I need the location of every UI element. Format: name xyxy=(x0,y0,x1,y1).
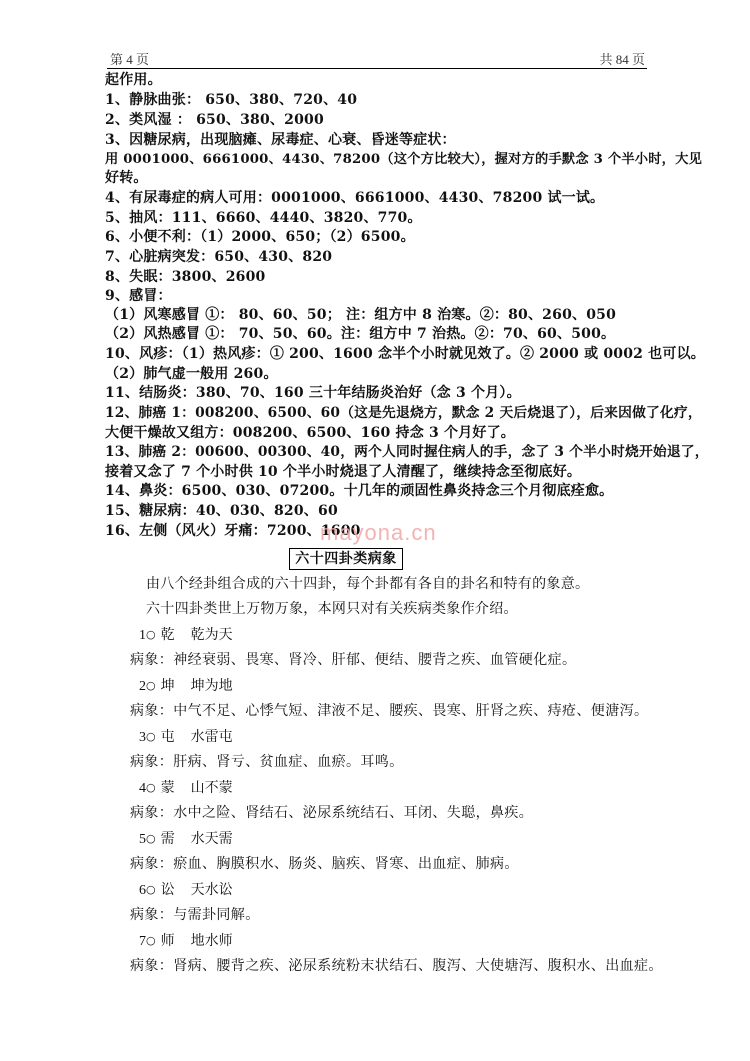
hexagram-name: 讼 xyxy=(160,882,175,898)
hexagram-full-name: 乾为天 xyxy=(190,627,233,643)
hexagram-symptoms: 病象：瘀血、胸膜积水、肠炎、脑疾、肾寒、出血症、肺病。 xyxy=(130,856,519,872)
hexagram-heading xyxy=(139,880,233,901)
hexagram-full-name: 水天需 xyxy=(190,831,233,847)
text-line: 12、肺癌 1：008200、6500、60（这是先退烧方，默念 2 天后烧退了），后来因做了化疗， xyxy=(105,405,702,421)
total-pages: 共 84 页 xyxy=(599,52,645,67)
hexagram-symptoms: 病象：肝病、肾亏、贫血症、血瘀。耳鸣。 xyxy=(130,754,404,770)
hexagram-full-name: 水雷屯 xyxy=(190,729,233,745)
hexagram-symptoms: 病象：中气不足、心悸气短、津液不足、腰疾、畏寒、肝肾之疾、痔疮、便溏泻。 xyxy=(130,703,649,719)
hexagram-heading xyxy=(139,778,233,799)
page-header xyxy=(110,49,645,68)
hexagram-name: 蒙 xyxy=(160,780,175,796)
hexagram-heading xyxy=(139,829,233,850)
intro-paragraph: 六十四卦类世上万物万象，本网只对有关疾病类象作介绍。 xyxy=(146,601,518,617)
hexagram-full-name: 坤为地 xyxy=(190,678,233,694)
hexagram-name: 需 xyxy=(160,831,175,847)
hexagram-heading xyxy=(139,931,233,952)
text-line: 6、小便不利：（1）2000、650；（2）6500。 xyxy=(105,229,415,245)
hexagram-full-name: 天水讼 xyxy=(190,882,233,898)
hexagram-number: 4 xyxy=(139,781,146,796)
text-line: 2、类风湿 ： 650、380、2000 xyxy=(105,112,324,128)
text-line: 13、肺癌 2：00600、00300、40，两个人同时握住病人的手，念了 3 个半小时烧开始退了， xyxy=(105,444,709,460)
hexagram-symptoms: 病象：神经衰弱、畏寒、肾冷、肝郁、便结、腰背之疾、血管硬化症。 xyxy=(130,652,577,668)
hexagram-number: 6 xyxy=(139,883,146,898)
text-line: （2）风热感冒 ①： 70、50、60。注：组方中 7 治热。②：70、60、500。 xyxy=(105,326,616,342)
text-line: 大便干燥故又组方：008200、6500、160 持念 3 个月好了。 xyxy=(105,425,515,441)
hexagram-number: 7 xyxy=(139,934,146,949)
text-line: 15、糖尿病：40、030、820、60 xyxy=(105,503,338,519)
circle-bullet-icon: ○ xyxy=(146,832,156,845)
text-line: 9、感冒： xyxy=(105,288,172,304)
text-line: 14、鼻炎：6500、030、07200。十几年的顽固性鼻炎持念三个月彻底痊愈。 xyxy=(105,483,614,499)
hexagram-symptoms: 病象：肾病、腰背之疾、泌尿系统粉末状结石、腹泻、大使塘泻、腹积水、出血症。 xyxy=(130,958,663,974)
page-number: 第 4 页 xyxy=(110,52,150,67)
hexagram-number: 1 xyxy=(139,628,146,643)
hexagram-symptoms: 病象：水中之险、肾结石、泌尿系统结石、耳闭、失聪，鼻疾。 xyxy=(130,805,534,821)
circle-bullet-icon: ○ xyxy=(146,730,156,743)
hexagram-heading xyxy=(139,625,233,646)
text-line: 11、结肠炎：380、70、160 三十年结肠炎治好（念 3 个月）。 xyxy=(105,385,521,401)
text-line: 5、抽风：111、6660、4440、3820、770。 xyxy=(105,210,422,226)
hexagram-number: 3 xyxy=(139,730,146,745)
circle-bullet-icon: ○ xyxy=(146,934,156,947)
text-line: 1、静脉曲张： 650、380、720、40 xyxy=(105,92,358,108)
hexagram-heading xyxy=(139,727,233,748)
hexagram-number: 2 xyxy=(139,679,146,694)
hexagram-heading xyxy=(139,676,233,697)
circle-bullet-icon: ○ xyxy=(146,781,156,794)
hexagram-name: 坤 xyxy=(160,678,175,694)
hexagram-name: 乾 xyxy=(160,627,175,643)
hexagram-name: 师 xyxy=(160,933,175,949)
text-line: （1）风寒感冒 ①： 80、60、50； 注：组方中 8 治寒。②：80、260、050 xyxy=(105,307,617,323)
header-rule xyxy=(107,68,647,69)
text-line: 8、失眠：3800、2600 xyxy=(105,269,266,285)
circle-bullet-icon: ○ xyxy=(146,883,156,896)
text-line: 16、左侧（风火）牙痛：7200、1600 xyxy=(105,523,361,539)
hexagram-name: 屯 xyxy=(160,729,175,745)
hexagram-symptoms: 病象：与需卦同解。 xyxy=(130,907,260,923)
text-line: （2）肺气虚一般用 260。 xyxy=(105,366,278,382)
text-line: 好转。 xyxy=(105,170,148,186)
hexagram-full-name: 地水师 xyxy=(190,933,233,949)
watermark: mayona.cn xyxy=(320,520,437,545)
section-title: 六十四卦类病象 xyxy=(289,548,403,570)
text-line: 10、风疹：（1）热风疹：① 200、1600 念半个小时就见效了。② 2000 或 0002 也可以。 xyxy=(105,346,705,362)
text-line: 用 0001000、6661000、4430、78200（这个方比较大），握对方的手默念 3 个半小时，大见 xyxy=(105,152,703,167)
hexagram-number: 5 xyxy=(139,832,146,847)
text-line: 3、因糖尿病，出现脑瘫、尿毒症、心衰、昏迷等症状： xyxy=(105,132,456,148)
circle-bullet-icon: ○ xyxy=(146,679,156,692)
text-line: 4、有尿毒症的病人可用：0001000、6661000、4430、78200 试一试。 xyxy=(105,190,605,206)
circle-bullet-icon: ○ xyxy=(146,628,156,641)
intro-paragraph: 由八个经卦组合成的六十四卦，每个卦都有各自的卦名和特有的象意。 xyxy=(146,576,590,592)
text-line: 接着又念了 7 个小时供 10 个半小时烧退了人清醒了，继续持念至彻底好。 xyxy=(105,464,582,480)
text-line: 7、心脏病突发：650、430、820 xyxy=(105,249,333,265)
text-line: 起作用。 xyxy=(105,72,162,88)
hexagram-full-name: 山不蒙 xyxy=(190,780,233,796)
